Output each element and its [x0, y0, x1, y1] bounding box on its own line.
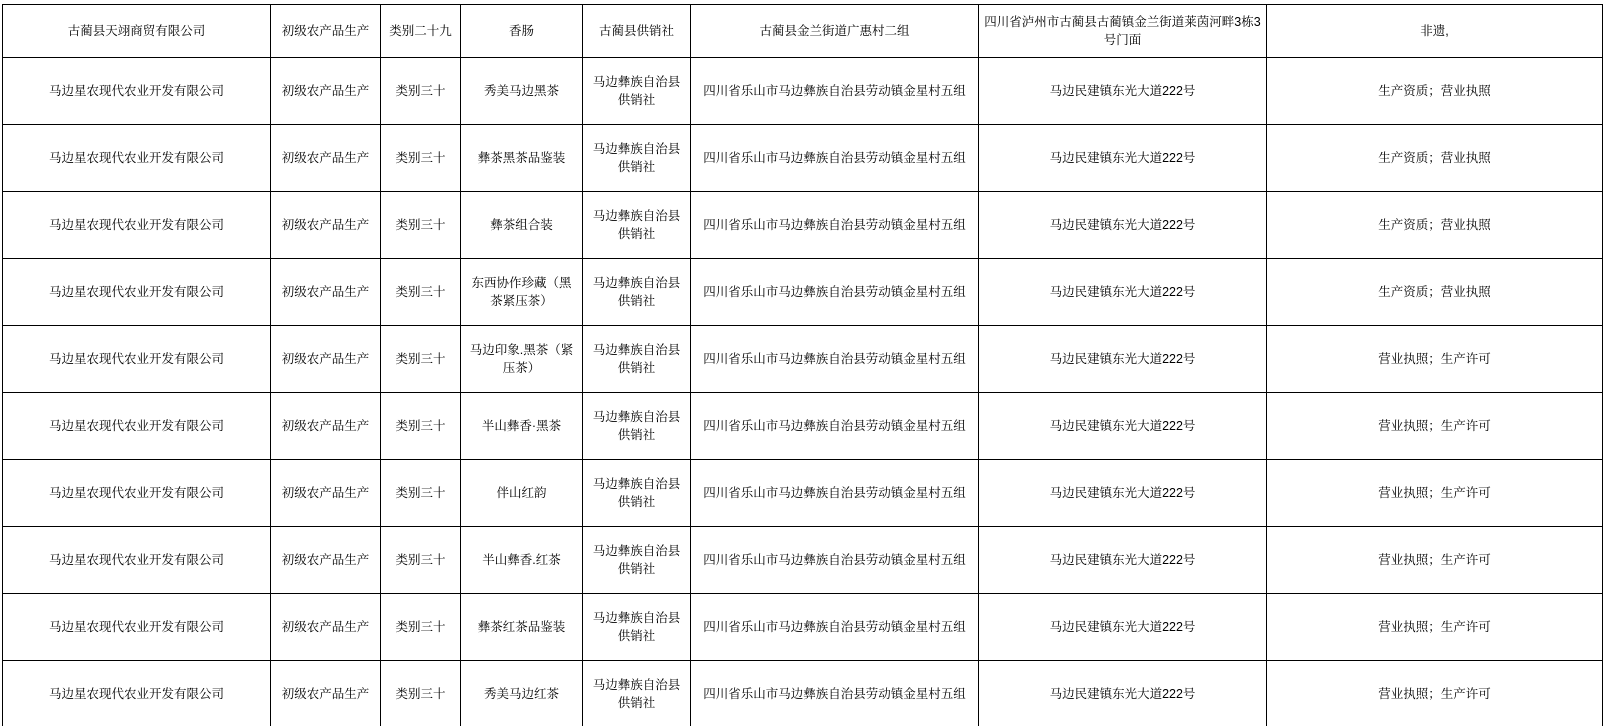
cell-production-type: 初级农产品生产 — [271, 460, 381, 527]
cell-business-address: 马边民建镇东光大道222号 — [979, 460, 1267, 527]
cell-coop: 马边彝族自治县供销社 — [583, 326, 691, 393]
table-row — [3, 594, 1603, 661]
cell-product: 马边印象.黑茶（紧压茶） — [461, 326, 583, 393]
cell-category: 类别二十九 — [381, 5, 461, 58]
cell-production-type: 初级农产品生产 — [271, 661, 381, 726]
cell-production-address: 四川省乐山市马边彝族自治县劳动镇金星村五组 — [691, 661, 979, 726]
cell-remark: 营业执照；生产许可 — [1267, 527, 1603, 594]
cell-production-address: 四川省乐山市马边彝族自治县劳动镇金星村五组 — [691, 393, 979, 460]
cell-product: 香肠 — [461, 5, 583, 58]
cell-production-address: 四川省乐山市马边彝族自治县劳动镇金星村五组 — [691, 125, 979, 192]
cell-production-address: 四川省乐山市马边彝族自治县劳动镇金星村五组 — [691, 326, 979, 393]
table-row — [3, 192, 1603, 259]
table-row — [3, 661, 1603, 726]
cell-business-address: 马边民建镇东光大道222号 — [979, 259, 1267, 326]
cell-production-type: 初级农产品生产 — [271, 125, 381, 192]
table-row — [3, 125, 1603, 192]
cell-coop: 马边彝族自治县供销社 — [583, 460, 691, 527]
cell-coop: 马边彝族自治县供销社 — [583, 594, 691, 661]
cell-business-address: 马边民建镇东光大道222号 — [979, 594, 1267, 661]
cell-remark: 营业执照；生产许可 — [1267, 326, 1603, 393]
cell-category: 类别三十 — [381, 661, 461, 726]
cell-business-address: 马边民建镇东光大道222号 — [979, 192, 1267, 259]
cell-production-address: 四川省乐山市马边彝族自治县劳动镇金星村五组 — [691, 594, 979, 661]
cell-remark: 营业执照；生产许可 — [1267, 594, 1603, 661]
cell-remark: 生产资质；营业执照 — [1267, 125, 1603, 192]
table-row — [3, 58, 1603, 125]
cell-business-address: 四川省泸州市古蔺县古蔺镇金兰街道莱茵河畔3栋3号门面 — [979, 5, 1267, 58]
cell-coop: 马边彝族自治县供销社 — [583, 58, 691, 125]
data-table — [2, 4, 1603, 726]
cell-product: 秀美马边黑茶 — [461, 58, 583, 125]
cell-production-type: 初级农产品生产 — [271, 58, 381, 125]
cell-production-address: 四川省乐山市马边彝族自治县劳动镇金星村五组 — [691, 58, 979, 125]
cell-category: 类别三十 — [381, 393, 461, 460]
cell-coop: 马边彝族自治县供销社 — [583, 661, 691, 726]
cell-company: 马边星农现代农业开发有限公司 — [3, 594, 271, 661]
cell-category: 类别三十 — [381, 460, 461, 527]
cell-product: 秀美马边红茶 — [461, 661, 583, 726]
cell-production-type: 初级农产品生产 — [271, 326, 381, 393]
cell-category: 类别三十 — [381, 192, 461, 259]
cell-production-address: 四川省乐山市马边彝族自治县劳动镇金星村五组 — [691, 460, 979, 527]
cell-production-type: 初级农产品生产 — [271, 259, 381, 326]
cell-coop: 古蔺县供销社 — [583, 5, 691, 58]
cell-category: 类别三十 — [381, 58, 461, 125]
cell-production-type: 初级农产品生产 — [271, 192, 381, 259]
cell-production-type: 初级农产品生产 — [271, 5, 381, 58]
cell-remark: 生产资质；营业执照 — [1267, 58, 1603, 125]
cell-business-address: 马边民建镇东光大道222号 — [979, 661, 1267, 726]
cell-company: 古蔺县天翊商贸有限公司 — [3, 5, 271, 58]
cell-category: 类别三十 — [381, 259, 461, 326]
cell-remark: 生产资质；营业执照 — [1267, 259, 1603, 326]
table-row — [3, 393, 1603, 460]
cell-product: 伴山红韵 — [461, 460, 583, 527]
cell-production-address: 古蔺县金兰街道广惠村二组 — [691, 5, 979, 58]
table-row — [3, 326, 1603, 393]
cell-product: 彝茶组合装 — [461, 192, 583, 259]
cell-production-address: 四川省乐山市马边彝族自治县劳动镇金星村五组 — [691, 527, 979, 594]
cell-remark: 营业执照；生产许可 — [1267, 661, 1603, 726]
cell-company: 马边星农现代农业开发有限公司 — [3, 58, 271, 125]
cell-product: 东西协作珍藏（黑茶紧压茶） — [461, 259, 583, 326]
cell-business-address: 马边民建镇东光大道222号 — [979, 58, 1267, 125]
cell-company: 马边星农现代农业开发有限公司 — [3, 527, 271, 594]
cell-category: 类别三十 — [381, 326, 461, 393]
cell-business-address: 马边民建镇东光大道222号 — [979, 527, 1267, 594]
cell-category: 类别三十 — [381, 594, 461, 661]
cell-product: 半山彝香.红茶 — [461, 527, 583, 594]
cell-company: 马边星农现代农业开发有限公司 — [3, 460, 271, 527]
cell-production-type: 初级农产品生产 — [271, 393, 381, 460]
cell-product: 彝茶黑茶品鉴装 — [461, 125, 583, 192]
cell-company: 马边星农现代农业开发有限公司 — [3, 326, 271, 393]
cell-company: 马边星农现代农业开发有限公司 — [3, 393, 271, 460]
cell-production-type: 初级农产品生产 — [271, 527, 381, 594]
cell-company: 马边星农现代农业开发有限公司 — [3, 661, 271, 726]
cell-company: 马边星农现代农业开发有限公司 — [3, 125, 271, 192]
cell-remark: 营业执照；生产许可 — [1267, 460, 1603, 527]
cell-remark: 生产资质；营业执照 — [1267, 192, 1603, 259]
cell-product: 彝茶红茶品鉴装 — [461, 594, 583, 661]
cell-business-address: 马边民建镇东光大道222号 — [979, 125, 1267, 192]
cell-business-address: 马边民建镇东光大道222号 — [979, 393, 1267, 460]
table-row — [3, 259, 1603, 326]
cell-company: 马边星农现代农业开发有限公司 — [3, 192, 271, 259]
cell-coop: 马边彝族自治县供销社 — [583, 125, 691, 192]
cell-coop: 马边彝族自治县供销社 — [583, 527, 691, 594]
table-row — [3, 527, 1603, 594]
cell-production-address: 四川省乐山市马边彝族自治县劳动镇金星村五组 — [691, 192, 979, 259]
cell-category: 类别三十 — [381, 125, 461, 192]
table-row — [3, 5, 1603, 58]
cell-company: 马边星农现代农业开发有限公司 — [3, 259, 271, 326]
cell-product: 半山彝香·黑茶 — [461, 393, 583, 460]
cell-category: 类别三十 — [381, 527, 461, 594]
cell-coop: 马边彝族自治县供销社 — [583, 192, 691, 259]
cell-remark: 非遗, — [1267, 5, 1603, 58]
table-row — [3, 460, 1603, 527]
cell-production-address: 四川省乐山市马边彝族自治县劳动镇金星村五组 — [691, 259, 979, 326]
cell-coop: 马边彝族自治县供销社 — [583, 393, 691, 460]
table-body — [3, 5, 1603, 726]
cell-business-address: 马边民建镇东光大道222号 — [979, 326, 1267, 393]
cell-coop: 马边彝族自治县供销社 — [583, 259, 691, 326]
cell-production-type: 初级农产品生产 — [271, 594, 381, 661]
cell-remark: 营业执照；生产许可 — [1267, 393, 1603, 460]
